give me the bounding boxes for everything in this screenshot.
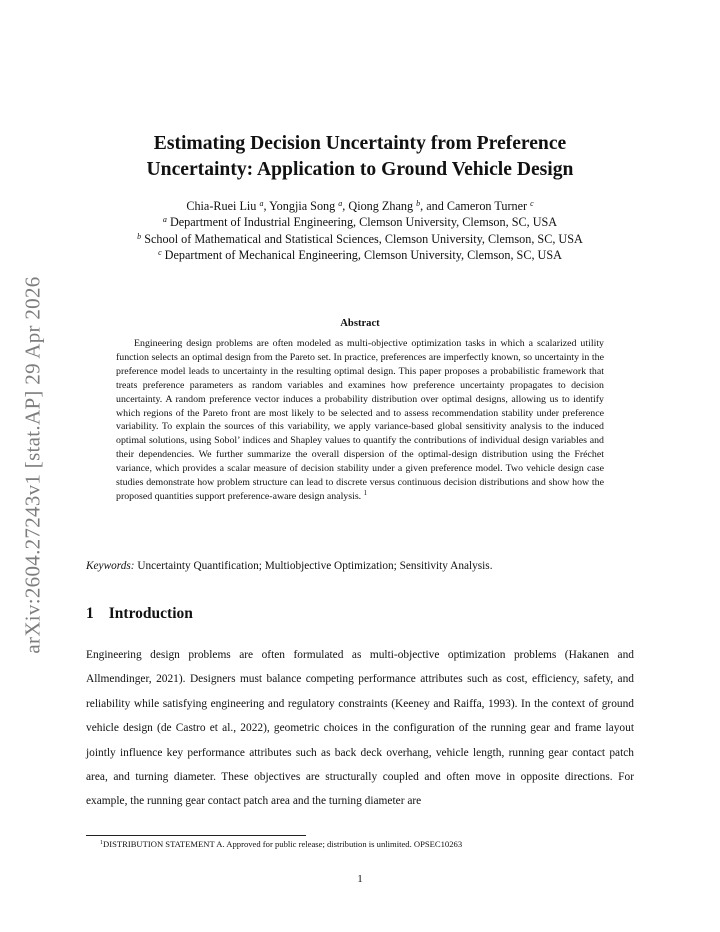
- introduction-paragraph: Engineering design problems are often formulated as multi-objective optimization problems (Hakanen and Allmendinger, 2021). Designers must balance competing performance attributes such as cost, efficiency, safety, and reliability while satisfying engineering and regulatory constraints (Keeney and Raiffa, 1993). In the context of ground vehicle design (de Castro et al., 2022), geometric choices in the configuration of the running gear and frame layout jointly influence key performance attributes such as back deck overhang, vehicle length, running gear contact patch area, and turning diameter. These objectives are structurally coupled and often move in opposite directions. For example, the running gear contact patch area and the turning diameter are: [86, 649, 634, 808]
- abstract-paragraph: [116, 337, 604, 504]
- affiliation-b: [60, 232, 660, 247]
- affiliation-a-mark: a: [162, 215, 167, 224]
- footnote-rule: [86, 835, 306, 836]
- affiliation-a: [60, 215, 660, 230]
- affiliation-b-mark: b: [137, 232, 142, 241]
- arxiv-identifier-text: arXiv:2604.27243v1 [stat.AP] 29 Apr 2026: [20, 276, 45, 654]
- footnote-mark: 1: [100, 840, 103, 846]
- author-4: , and Cameron Turner: [420, 199, 531, 213]
- abstract-footnote-mark[interactable]: 1: [363, 488, 368, 497]
- keywords-text: Uncertainty Quantification; Multiobjective Optimization; Sensitivity Analysis.: [134, 560, 493, 572]
- keywords-label: Keywords:: [86, 560, 135, 572]
- arxiv-identifier-stamp: [18, 255, 48, 675]
- affiliation-c-mark: c: [158, 248, 162, 257]
- author-1: Chia-Ruei Liu: [186, 199, 260, 213]
- affiliation-c-text: Department of Mechanical Engineering, Clemson University, Clemson, SC, USA: [161, 248, 562, 262]
- abstract-text: Engineering design problems are often modeled as multi-objective optimization tasks in which a scalarized utility function selects an optimal design from the Pareto set. In practice, preferences are imperfectly known, so uncertainty in the preference model leads to uncertainty in the resulting optimal design. This paper proposes a probabilistic framework that treats preference parameters as random variables and examines how preference uncertainty propagates to decision uncertainty. A random preference vector induces a probability distribution over optimal designs, allowing us to identify which regions of the Pareto front are most likely to be selected and to assess recommendation stability under preference variability. To explain the sources of this variability, we apply variance-based global sensitivity analysis to the induced optimal solutions, using Sobol’ indices and Shapley values to quantify the contributions of individual design variables and their dependencies. We further summarize the overall dispersion of the optimal-design distribution using the Fréchet variance, which provides a scalar measure of decision stability under a given preference model. Two vehicle design case studies demonstrate how problem structure can lead to discrete versus continuous decision distributions and show how the proposed quantities support preference-aware design analysis.: [116, 338, 604, 502]
- footnote-text: DISTRIBUTION STATEMENT A. Approved for public release; distribution is unlimited. OPSEC10263: [103, 839, 463, 849]
- footnote: [100, 839, 462, 850]
- section-title: Introduction: [108, 605, 193, 622]
- paper-title: [80, 131, 640, 183]
- affiliation-a-text: Department of Industrial Engineering, Clemson University, Clemson, SC, USA: [166, 215, 558, 229]
- title-line-1: Estimating Decision Uncertainty from Preference: [153, 133, 567, 154]
- author-1-affil-mark: a: [259, 199, 264, 208]
- author-3: , Qiong Zhang: [342, 199, 417, 213]
- author-2-affil-mark: a: [338, 199, 343, 208]
- affiliation-b-text: School of Mathematical and Statistical Sciences, Clemson University, Clemson, SC, USA: [141, 232, 583, 246]
- author-4-affil-mark: c: [530, 199, 534, 208]
- affiliation-c: [60, 248, 660, 263]
- author-2: , Yongjia Song: [263, 199, 339, 213]
- section-number: 1: [86, 605, 94, 622]
- author-3-affil-mark: b: [416, 199, 421, 208]
- keywords-line: [86, 559, 646, 573]
- abstract-heading: Abstract: [340, 318, 380, 329]
- title-line-2: Uncertainty: Application to Ground Vehicle Design: [146, 159, 574, 180]
- author-list: [60, 199, 660, 214]
- section-heading-introduction: [86, 605, 193, 623]
- page-number: 1: [357, 873, 363, 885]
